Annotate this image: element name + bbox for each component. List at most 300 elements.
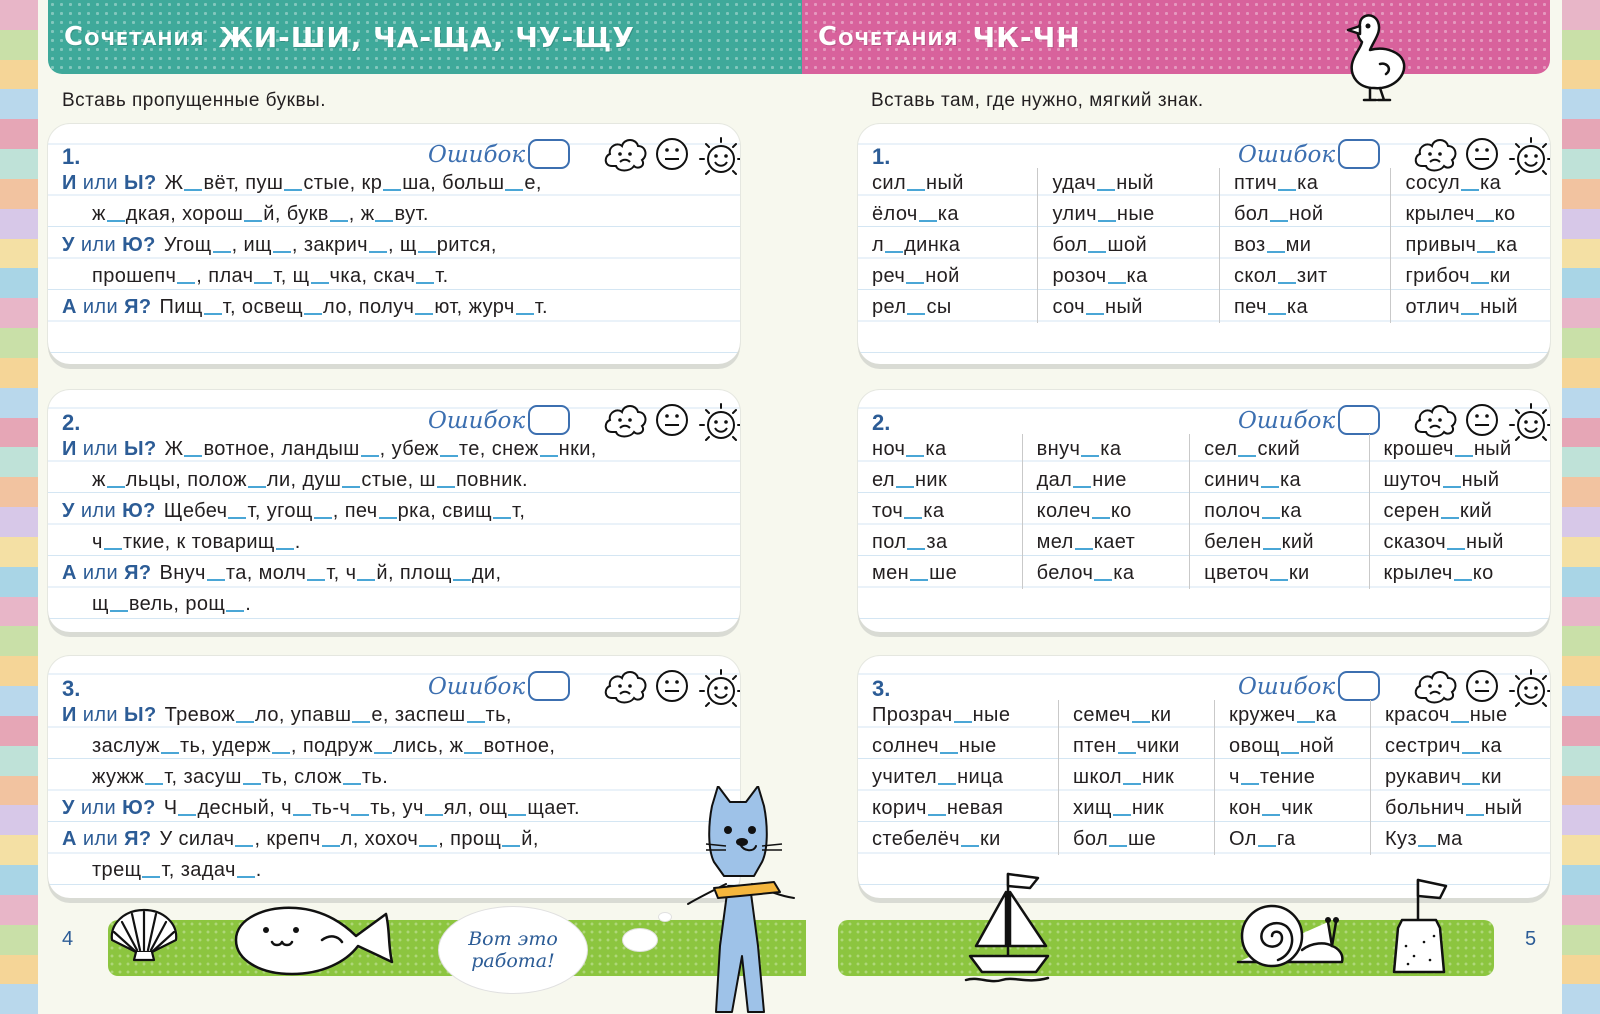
edge-stripe: [1562, 60, 1600, 90]
blank-slot[interactable]: [1270, 579, 1288, 581]
blank-slot[interactable]: [940, 752, 958, 754]
blank-slot[interactable]: [276, 548, 294, 550]
errors-label: Ошибок: [1238, 408, 1336, 434]
exercise-text: прошепч , плач т, щ чка, скач т.: [92, 265, 449, 287]
letter-option-1: И: [62, 438, 77, 460]
blank-slot[interactable]: [464, 752, 482, 754]
card-header: [62, 136, 726, 170]
edge-stripe: [1562, 149, 1600, 179]
word-item: дал ние: [1036, 469, 1127, 491]
blank-slot[interactable]: [145, 783, 163, 785]
right-page-number: 5: [1525, 928, 1537, 950]
snail-icon: [1232, 900, 1348, 977]
exercise-text: Ч десный, ч ть-ч ть, уч ял, ощ щает.: [163, 797, 580, 819]
exercise-line: [62, 199, 730, 230]
word-item: сел ский: [1204, 438, 1301, 460]
exercise-text: У силач , крепч л, хохоч , прощ й,: [159, 828, 539, 850]
letter-option-1: И: [62, 704, 77, 726]
letter-option-1: У: [62, 500, 75, 522]
blank-slot[interactable]: [379, 517, 397, 519]
errors-count-box[interactable]: [1338, 405, 1380, 435]
blank-slot[interactable]: [226, 610, 244, 612]
word-item: полоч ка: [1204, 500, 1302, 522]
exercise-lines: [62, 700, 730, 886]
blank-slot[interactable]: [1073, 486, 1091, 488]
edge-stripe: [1562, 865, 1600, 895]
word-item: синич ка: [1204, 469, 1302, 491]
blank-slot[interactable]: [906, 455, 924, 457]
edge-stripe: [1562, 477, 1600, 507]
blank-slot[interactable]: [1281, 752, 1299, 754]
exercise-number: 1.: [872, 144, 891, 169]
exercise-text: Ж вёт, пуш стые, кр ша, больш е,: [164, 172, 542, 194]
or-word: или: [82, 704, 118, 726]
right-header-banner: [802, 0, 1550, 74]
errors-label: Ошибок: [428, 674, 526, 700]
blank-slot[interactable]: [1113, 814, 1131, 816]
blank-slot[interactable]: [919, 220, 937, 222]
blank-slot[interactable]: [1098, 220, 1116, 222]
word-item: стебелёч ки: [872, 828, 1001, 850]
edge-stripe: [0, 179, 38, 209]
edge-stripe: [0, 805, 38, 835]
blank-slot[interactable]: [1418, 845, 1436, 847]
blank-slot[interactable]: [1261, 486, 1279, 488]
word-column: [1058, 700, 1214, 855]
blank-slot[interactable]: [243, 783, 261, 785]
right-edge-stripes: [1562, 0, 1600, 1014]
edge-stripe: [0, 626, 38, 656]
errors-count-box[interactable]: [1338, 671, 1380, 701]
blank-slot[interactable]: [1462, 752, 1480, 754]
word-item: пол за: [872, 531, 948, 553]
edge-stripe: [1562, 805, 1600, 835]
blank-slot[interactable]: [184, 455, 202, 457]
blank-slot[interactable]: [207, 579, 225, 581]
blank-slot[interactable]: [293, 814, 311, 816]
blank-slot[interactable]: [505, 189, 523, 191]
exercise-line: [62, 168, 730, 199]
right-header-title: ЧК-ЧН: [972, 20, 1081, 54]
blank-slot[interactable]: [1088, 251, 1106, 253]
blank-slot[interactable]: [1462, 783, 1480, 785]
blank-slot[interactable]: [1267, 251, 1285, 253]
dog-icon: [684, 786, 800, 1014]
word-column: [1189, 434, 1368, 589]
blank-slot[interactable]: [383, 189, 401, 191]
exercise-line: [62, 230, 730, 261]
blank-slot[interactable]: [508, 814, 526, 816]
word-item: л динка: [872, 234, 961, 256]
blank-slot[interactable]: [375, 220, 393, 222]
edge-stripe: [0, 298, 38, 328]
edge-stripe: [1562, 179, 1600, 209]
or-word: или: [80, 234, 117, 256]
blank-slot[interactable]: [1268, 313, 1286, 315]
blank-slot[interactable]: [1270, 220, 1288, 222]
blank-slot[interactable]: [493, 517, 511, 519]
blank-slot[interactable]: [1443, 486, 1461, 488]
blank-slot[interactable]: [352, 721, 370, 723]
blank-slot[interactable]: [374, 752, 392, 754]
word-item: бол ше: [1073, 828, 1156, 850]
blank-slot[interactable]: [322, 845, 340, 847]
or-word: или: [82, 172, 118, 194]
word-column: [1219, 168, 1391, 323]
word-item: крылеч ко: [1405, 203, 1516, 225]
blank-slot[interactable]: [896, 486, 914, 488]
right-instruction: Вставь там, где нужно, мягкий знак.: [871, 90, 1204, 111]
letter-option-1: А: [62, 828, 77, 850]
word-item: внуч ка: [1036, 438, 1122, 460]
edge-stripe: [1562, 686, 1600, 716]
speech-bubble: [438, 906, 588, 994]
exercise-text: Угощ , ищ , закрич , щ рится,: [163, 234, 497, 256]
letter-option-1: А: [62, 296, 77, 318]
edge-stripe: [1562, 984, 1600, 1014]
word-item: реч ной: [872, 265, 960, 287]
or-word: или: [82, 296, 119, 318]
word-item: бол ной: [1233, 203, 1324, 225]
edge-stripe: [1562, 388, 1600, 418]
edge-stripe: [0, 686, 38, 716]
word-item: белен кий: [1204, 531, 1314, 553]
edge-stripe: [1562, 567, 1600, 597]
edge-stripe: [0, 537, 38, 567]
blank-slot[interactable]: [437, 486, 455, 488]
blank-slot[interactable]: [928, 814, 946, 816]
blank-slot[interactable]: [369, 251, 387, 253]
word-column: [868, 700, 1058, 855]
blank-slot[interactable]: [304, 313, 322, 315]
edge-stripe: [0, 477, 38, 507]
speech-bubble-line-2: работа!: [471, 950, 555, 972]
edge-stripe: [1562, 0, 1600, 30]
exercise-line: [62, 261, 730, 292]
blank-slot[interactable]: [467, 721, 485, 723]
edge-stripe: [1562, 746, 1600, 776]
edge-stripe: [1562, 626, 1600, 656]
letter-option-2: Ы?: [124, 438, 157, 460]
blank-slot[interactable]: [415, 313, 433, 315]
blank-slot[interactable]: [1471, 282, 1489, 284]
blank-slot[interactable]: [1092, 517, 1110, 519]
edge-stripe: [1562, 925, 1600, 955]
card-header: [62, 668, 726, 702]
blank-slot[interactable]: [453, 579, 471, 581]
word-item: кружеч ка: [1229, 704, 1337, 726]
or-word: или: [82, 562, 119, 584]
word-item: отлич ный: [1405, 296, 1518, 318]
left-instruction: Вставь пропущенные буквы.: [62, 90, 326, 111]
speech-bubble-line-1: Вот это: [468, 928, 558, 950]
blank-slot[interactable]: [910, 579, 928, 581]
word-item: цветоч ки: [1204, 562, 1310, 584]
blank-slot[interactable]: [273, 251, 291, 253]
exercise-number: 1.: [62, 144, 81, 169]
blank-slot[interactable]: [351, 814, 369, 816]
blank-slot[interactable]: [178, 814, 196, 816]
word-item: колеч ко: [1036, 500, 1132, 522]
edge-stripe: [1562, 955, 1600, 985]
edge-stripe: [0, 716, 38, 746]
blank-slot[interactable]: [907, 313, 925, 315]
blank-slot[interactable]: [1109, 845, 1127, 847]
or-word: или: [82, 438, 118, 460]
exercise-line: [62, 292, 730, 323]
exercise-number: 3.: [872, 676, 891, 701]
word-item: Куз ма: [1385, 828, 1463, 850]
edge-stripe: [1562, 835, 1600, 865]
blank-slot[interactable]: [235, 845, 253, 847]
edge-stripe: [1562, 507, 1600, 537]
blank-slot[interactable]: [236, 721, 254, 723]
exercise-text: трещ т, задач .: [92, 859, 262, 881]
word-item: рел сы: [872, 296, 952, 318]
edge-stripe: [1562, 119, 1600, 149]
letter-option-2: Ю?: [122, 797, 156, 819]
blank-slot[interactable]: [284, 189, 302, 191]
edge-stripe: [0, 149, 38, 179]
letter-option-1: А: [62, 562, 77, 584]
word-item: птич ка: [1233, 172, 1319, 194]
word-item: шуточ ный: [1383, 469, 1500, 491]
errors-count-box[interactable]: [528, 671, 570, 701]
shell-icon: [104, 904, 184, 969]
blank-slot[interactable]: [1451, 721, 1469, 723]
blank-slot[interactable]: [311, 282, 329, 284]
blank-slot[interactable]: [1278, 282, 1296, 284]
blank-slot[interactable]: [104, 548, 122, 550]
blank-slot[interactable]: [314, 517, 332, 519]
blank-slot[interactable]: [1466, 814, 1484, 816]
blank-slot[interactable]: [1278, 189, 1296, 191]
blank-slot[interactable]: [516, 313, 534, 315]
blank-slot[interactable]: [1241, 783, 1259, 785]
blank-slot[interactable]: [906, 282, 924, 284]
blank-slot[interactable]: [110, 610, 128, 612]
blank-slot[interactable]: [161, 752, 179, 754]
or-word: или: [80, 500, 117, 522]
word-item: бол шой: [1052, 234, 1148, 256]
blank-slot[interactable]: [1081, 455, 1099, 457]
edge-stripe: [1562, 418, 1600, 448]
errors-label: Ошибок: [1238, 142, 1336, 168]
edge-stripe: [0, 89, 38, 119]
word-item: семеч ки: [1073, 704, 1172, 726]
blank-slot[interactable]: [1455, 455, 1473, 457]
word-item: больнич ный: [1385, 797, 1523, 819]
word-column: [1390, 168, 1540, 323]
exercise-line: [62, 793, 730, 824]
blank-slot[interactable]: [107, 220, 125, 222]
edge-stripe: [0, 955, 38, 985]
blank-slot[interactable]: [1097, 189, 1115, 191]
blank-slot[interactable]: [1476, 220, 1494, 222]
letter-option-1: У: [62, 234, 75, 256]
blank-slot[interactable]: [342, 486, 360, 488]
blank-slot[interactable]: [1461, 189, 1479, 191]
blank-slot[interactable]: [1108, 282, 1126, 284]
word-item: Ол га: [1229, 828, 1296, 850]
edge-stripe: [0, 60, 38, 90]
blank-slot[interactable]: [1297, 721, 1315, 723]
word-item: сказоч ный: [1383, 531, 1504, 553]
edge-stripe: [1562, 716, 1600, 746]
word-item: овощ ной: [1229, 735, 1335, 757]
blank-slot[interactable]: [1263, 548, 1281, 550]
letter-option-2: Ы?: [124, 172, 157, 194]
exercise-text: заслуж ть, удерж , подруж лись, ж вотное,: [92, 735, 556, 757]
blank-slot[interactable]: [904, 517, 922, 519]
word-item: привыч ка: [1405, 234, 1518, 256]
edge-stripe: [1562, 239, 1600, 269]
edge-stripe: [0, 209, 38, 239]
blank-slot[interactable]: [248, 486, 266, 488]
edge-stripe: [0, 358, 38, 388]
exercise-text: Пищ т, освещ ло, получ ют, журч т.: [159, 296, 548, 318]
edge-stripe: [0, 388, 38, 418]
edge-stripe: [0, 418, 38, 448]
edge-stripe: [0, 447, 38, 477]
word-item: точ ка: [872, 500, 945, 522]
blank-slot[interactable]: [1447, 548, 1465, 550]
word-column: [1369, 434, 1540, 589]
blank-slot[interactable]: [961, 845, 979, 847]
word-column: [1022, 434, 1190, 589]
word-columns: [868, 700, 1540, 855]
blank-slot[interactable]: [1262, 517, 1280, 519]
blank-slot[interactable]: [907, 189, 925, 191]
card-header: [872, 402, 1536, 436]
blank-slot[interactable]: [244, 220, 262, 222]
blank-slot[interactable]: [1118, 752, 1136, 754]
exercise-text: щ вель, рощ .: [92, 593, 252, 615]
blank-slot[interactable]: [1441, 517, 1459, 519]
blank-slot[interactable]: [357, 579, 375, 581]
word-columns: [868, 434, 1540, 589]
blank-slot[interactable]: [204, 313, 222, 315]
blank-slot[interactable]: [885, 251, 903, 253]
blank-slot[interactable]: [184, 189, 202, 191]
blank-slot[interactable]: [425, 814, 443, 816]
exercise-line: [62, 465, 730, 496]
right-exercise-card-1: [858, 124, 1550, 364]
blank-slot[interactable]: [307, 579, 325, 581]
exercise-line: [62, 824, 730, 855]
blank-slot[interactable]: [1238, 455, 1256, 457]
exercise-number: 2.: [62, 410, 81, 435]
word-column: [868, 434, 1022, 589]
blank-slot[interactable]: [228, 517, 246, 519]
blank-slot[interactable]: [107, 486, 125, 488]
blank-slot[interactable]: [540, 455, 558, 457]
blank-slot[interactable]: [502, 845, 520, 847]
blank-slot[interactable]: [177, 282, 195, 284]
blank-slot[interactable]: [954, 721, 972, 723]
letter-option-2: Я?: [124, 296, 152, 318]
word-item: Прозрач ные: [872, 704, 1011, 726]
errors-label: Ошибок: [428, 142, 526, 168]
exercise-lines: [62, 434, 730, 620]
word-item: птен чики: [1073, 735, 1180, 757]
exercise-line: [62, 700, 730, 731]
exercise-line: [62, 527, 730, 558]
edge-stripe: [0, 597, 38, 627]
word-item: белоч ка: [1036, 562, 1135, 584]
exercise-number: 3.: [62, 676, 81, 701]
sailboat-icon: [960, 868, 1056, 991]
word-item: соч ный: [1052, 296, 1143, 318]
edge-stripe: [1562, 209, 1600, 239]
blank-slot[interactable]: [272, 752, 290, 754]
blank-slot[interactable]: [1075, 548, 1093, 550]
blank-slot[interactable]: [361, 455, 379, 457]
blank-slot[interactable]: [418, 251, 436, 253]
blank-slot[interactable]: [1477, 251, 1495, 253]
word-item: учител ница: [872, 766, 1004, 788]
letter-option-1: И: [62, 172, 77, 194]
word-item: розоч ка: [1052, 265, 1148, 287]
card-header: [872, 668, 1536, 702]
word-item: воз ми: [1233, 234, 1312, 256]
blank-slot[interactable]: [254, 282, 272, 284]
speech-bubble-dot: [622, 928, 658, 952]
blank-slot[interactable]: [1262, 814, 1280, 816]
word-item: ч тение: [1229, 766, 1316, 788]
edge-stripe: [0, 239, 38, 269]
letter-option-2: Я?: [124, 828, 152, 850]
blank-slot[interactable]: [440, 455, 458, 457]
errors-count-box[interactable]: [528, 139, 570, 169]
blank-slot[interactable]: [1454, 579, 1472, 581]
blank-slot[interactable]: [1258, 845, 1276, 847]
blank-slot[interactable]: [213, 251, 231, 253]
exercise-number: 2.: [872, 410, 891, 435]
blank-slot[interactable]: [142, 876, 160, 878]
blank-slot[interactable]: [1094, 579, 1112, 581]
blank-slot[interactable]: [419, 845, 437, 847]
exercise-line: [62, 855, 730, 886]
blank-slot[interactable]: [907, 548, 925, 550]
blank-slot[interactable]: [343, 783, 361, 785]
fish-icon: [226, 900, 402, 985]
errors-count-box[interactable]: [528, 405, 570, 435]
exercise-line: [62, 589, 730, 620]
blank-slot[interactable]: [1123, 783, 1141, 785]
edge-stripe: [0, 895, 38, 925]
blank-slot[interactable]: [237, 876, 255, 878]
or-word: или: [80, 797, 117, 819]
edge-stripe: [0, 984, 38, 1014]
edge-stripe: [0, 865, 38, 895]
blank-slot[interactable]: [938, 783, 956, 785]
right-header-prefix: Сочетания: [818, 22, 959, 52]
exercise-lines: [62, 168, 730, 323]
blank-slot[interactable]: [1086, 313, 1104, 315]
word-item: печ ка: [1233, 296, 1308, 318]
edge-stripe: [1562, 447, 1600, 477]
exercise-line: [62, 558, 730, 589]
blank-slot[interactable]: [1132, 721, 1150, 723]
blank-slot[interactable]: [1461, 313, 1479, 315]
errors-label: Ошибок: [428, 408, 526, 434]
errors-count-box[interactable]: [1338, 139, 1380, 169]
edge-stripe: [1562, 328, 1600, 358]
blank-slot[interactable]: [416, 282, 434, 284]
blank-slot[interactable]: [330, 220, 348, 222]
word-item: крошеч ный: [1383, 438, 1512, 460]
